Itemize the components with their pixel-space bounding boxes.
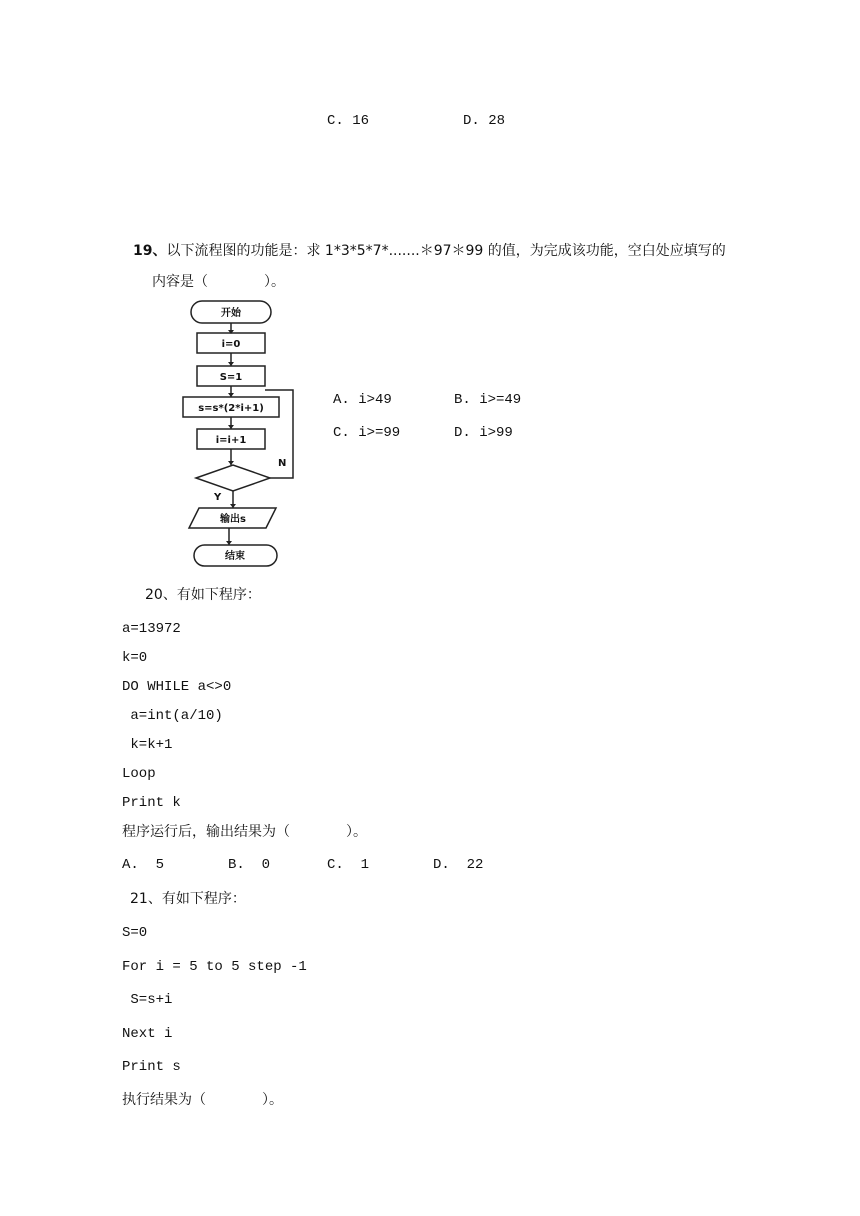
q20-code-line: DO WHILE a<>0 [122,679,232,695]
q20-prompt: 程序运行后，输出结果为（ ）。 [122,824,367,840]
flowchart-init-s-label: S=1 [219,372,243,383]
q20-title: 20、有如下程序： [145,587,261,603]
q19-option-a: A. i>49 [333,392,392,408]
q20-code-line: a=int(a/10) [122,708,223,724]
q21-code-line: For i = 5 to 5 step -1 [122,959,307,975]
flowchart-update-i-label: i=i+1 [215,435,247,446]
q18-option-c: C. 16 [327,113,370,129]
q20-option-a: A. 5 [122,857,165,873]
q20-code-line: Print k [122,795,181,811]
q21-prompt: 执行结果为（ ）。 [122,1092,283,1108]
q19-option-c: C. i>=99 [333,425,401,441]
flowchart-end-label: 结束 [225,551,245,562]
q20-option-d: D. 22 [433,857,484,873]
flowchart-decision-diamond [196,465,270,491]
flowchart-init-i-label: i=0 [221,339,241,350]
q20-option-b: B. 0 [228,857,271,873]
flowchart-no-label: N [278,458,287,469]
q21-code-line: S=0 [122,925,148,941]
q19-stem-text: 以下流程图的功能是：求 1*3*5*7*.......＊97＊99 的值，为完成该功能，空白处应填写的 [166,243,726,259]
flowchart-output-label: 输出s [220,514,246,525]
q20-code-line: a=13972 [122,621,181,637]
q21-code-line: S=s+i [122,992,173,1008]
flowchart-update-s-label: s=s*(2*i+1) [198,403,264,414]
flowchart-start-label: 开始 [221,308,241,319]
q20-option-c: C. 1 [327,857,370,873]
q21-code-line: Next i [122,1026,173,1042]
q20-code-line: k=0 [122,650,148,666]
q19-number: 19、 [133,243,167,259]
q19-option-d: D. i>99 [454,425,513,441]
q19-stem-line2: 内容是（ ）。 [152,274,285,290]
q18-option-d: D. 28 [463,113,506,129]
flowchart-yes-label: Y [214,492,222,503]
q20-code-line: Loop [122,766,156,782]
q21-title: 21、有如下程序： [130,891,246,907]
q21-code-line: Print s [122,1059,181,1075]
q19-option-b: B. i>=49 [454,392,522,408]
q20-code-line: k=k+1 [122,737,173,753]
